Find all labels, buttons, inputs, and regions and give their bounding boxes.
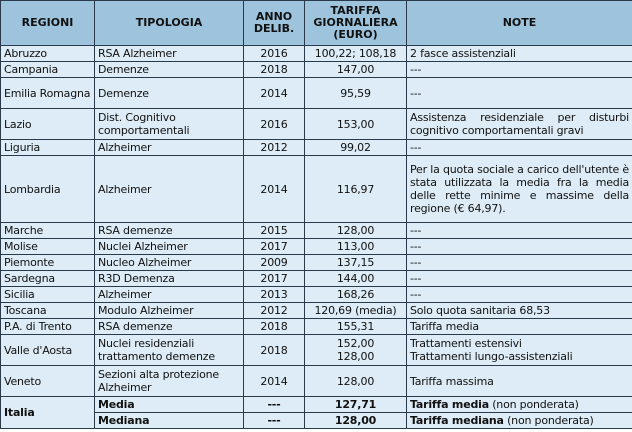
cell-note: --- bbox=[407, 62, 632, 78]
cell-rate: 168,26 bbox=[305, 287, 407, 303]
cell-region: Abruzzo bbox=[1, 46, 95, 62]
cell-year: 2009 bbox=[244, 255, 305, 271]
media-note-bold: Tariffa media bbox=[410, 398, 489, 411]
cell-summary-region: Italia bbox=[1, 397, 95, 429]
cell-year: 2015 bbox=[244, 223, 305, 239]
cell-mediana-note bbox=[407, 413, 632, 429]
cell-year: 2014 bbox=[244, 366, 305, 397]
cell-region: Lombardia bbox=[1, 156, 95, 223]
table-row bbox=[1, 46, 632, 62]
cell-media-rate: 127,71 bbox=[305, 397, 407, 413]
cell-region: Sardegna bbox=[1, 271, 95, 287]
cell-year: 2017 bbox=[244, 271, 305, 287]
cell-rate: 144,00 bbox=[305, 271, 407, 287]
cell-note: --- bbox=[407, 255, 632, 271]
cell-note: Trattamenti estensivi Trattamenti lungo-assistenziali bbox=[407, 335, 632, 366]
cell-rate: 155,31 bbox=[305, 319, 407, 335]
cell-type: Modulo Alzheimer bbox=[95, 303, 244, 319]
table-row bbox=[1, 156, 632, 223]
cell-note: --- bbox=[407, 239, 632, 255]
cell-rate: 137,15 bbox=[305, 255, 407, 271]
cell-region: Campania bbox=[1, 62, 95, 78]
cell-type: Demenze bbox=[95, 78, 244, 109]
mediana-note-bold: Tariffa mediana bbox=[410, 414, 504, 427]
header-row bbox=[1, 1, 632, 46]
cell-type: Alzheimer bbox=[95, 156, 244, 223]
cell-media-label: Media bbox=[95, 397, 244, 413]
summary-row-media bbox=[1, 397, 632, 413]
cell-type: Dist. Cognitivo comportamentali bbox=[95, 109, 244, 140]
cell-region: Lazio bbox=[1, 109, 95, 140]
cell-note: --- bbox=[407, 271, 632, 287]
cell-note: --- bbox=[407, 140, 632, 156]
cell-rate: 120,69 (media) bbox=[305, 303, 407, 319]
media-note-rest: (non ponderata) bbox=[488, 398, 579, 411]
cell-rate: 95,59 bbox=[305, 78, 407, 109]
cell-region: Valle d'Aosta bbox=[1, 335, 95, 366]
cell-type: Nuclei Alzheimer bbox=[95, 239, 244, 255]
cell-mediana-year: --- bbox=[244, 413, 305, 429]
cell-note: --- bbox=[407, 287, 632, 303]
cell-rate: 128,00 bbox=[305, 366, 407, 397]
cell-rate: 100,22; 108,18 bbox=[305, 46, 407, 62]
cell-type: R3D Demenza bbox=[95, 271, 244, 287]
cell-region: Marche bbox=[1, 223, 95, 239]
header-type: TIPOLOGIA bbox=[95, 1, 244, 46]
header-region: REGIONI bbox=[1, 1, 95, 46]
cell-mediana-label: Mediana bbox=[95, 413, 244, 429]
cell-rate: 116,97 bbox=[305, 156, 407, 223]
cell-year: 2013 bbox=[244, 287, 305, 303]
cell-year: 2016 bbox=[244, 109, 305, 140]
cell-year: 2016 bbox=[244, 46, 305, 62]
table-row bbox=[1, 239, 632, 255]
table-row bbox=[1, 366, 632, 397]
table-row bbox=[1, 335, 632, 366]
cell-region: Piemonte bbox=[1, 255, 95, 271]
cell-note: Assistenza residenziale per disturbi cognitivo comportamentali gravi bbox=[407, 109, 632, 140]
cell-rate: 113,00 bbox=[305, 239, 407, 255]
cell-year: 2018 bbox=[244, 62, 305, 78]
cell-rate: 128,00 bbox=[305, 223, 407, 239]
cell-note: --- bbox=[407, 223, 632, 239]
table-row bbox=[1, 255, 632, 271]
cell-type: Nucleo Alzheimer bbox=[95, 255, 244, 271]
cell-note: 2 fasce assistenziali bbox=[407, 46, 632, 62]
cell-year: 2012 bbox=[244, 303, 305, 319]
cell-year: 2018 bbox=[244, 335, 305, 366]
cell-type: RSA demenze bbox=[95, 319, 244, 335]
cell-region: Toscana bbox=[1, 303, 95, 319]
cell-year: 2018 bbox=[244, 319, 305, 335]
cell-region: Molise bbox=[1, 239, 95, 255]
cell-year: 2014 bbox=[244, 78, 305, 109]
cell-mediana-rate: 128,00 bbox=[305, 413, 407, 429]
header-notes: NOTE bbox=[407, 1, 632, 46]
cell-type: Sezioni alta protezione Alzheimer bbox=[95, 366, 244, 397]
cell-note: Tariffa massima bbox=[407, 366, 632, 397]
cell-type: RSA demenze bbox=[95, 223, 244, 239]
cell-media-year: --- bbox=[244, 397, 305, 413]
cell-rate: 99,02 bbox=[305, 140, 407, 156]
table-row bbox=[1, 223, 632, 239]
table-row bbox=[1, 303, 632, 319]
cell-region: Liguria bbox=[1, 140, 95, 156]
cell-note: Tariffa media bbox=[407, 319, 632, 335]
cell-year: 2012 bbox=[244, 140, 305, 156]
table-row bbox=[1, 140, 632, 156]
cell-type: Alzheimer bbox=[95, 287, 244, 303]
cell-note: Solo quota sanitaria 68,53 bbox=[407, 303, 632, 319]
cell-region: Veneto bbox=[1, 366, 95, 397]
table-row bbox=[1, 109, 632, 140]
table-row bbox=[1, 78, 632, 109]
cell-note: Per la quota sociale a carico dell'utente è stata utilizzata la media fra la media delle rette minime e massime della regione (€ 64,97). bbox=[407, 156, 632, 223]
cell-type: RSA Alzheimer bbox=[95, 46, 244, 62]
cell-note: --- bbox=[407, 78, 632, 109]
cell-type: Alzheimer bbox=[95, 140, 244, 156]
summary-row-mediana bbox=[1, 413, 632, 429]
cell-rate: 153,00 bbox=[305, 109, 407, 140]
cell-type: Demenze bbox=[95, 62, 244, 78]
header-year: ANNO DELIB. bbox=[244, 1, 305, 46]
cell-rate: 147,00 bbox=[305, 62, 407, 78]
table-row bbox=[1, 271, 632, 287]
table-row bbox=[1, 319, 632, 335]
cell-region: Emilia Romagna bbox=[1, 78, 95, 109]
header-rate: TARIFFA GIORNALIERA (EURO) bbox=[305, 1, 407, 46]
table-row bbox=[1, 62, 632, 78]
cell-region: Sicilia bbox=[1, 287, 95, 303]
cell-region: P.A. di Trento bbox=[1, 319, 95, 335]
cell-rate: 152,00 128,00 bbox=[305, 335, 407, 366]
cell-media-note bbox=[407, 397, 632, 413]
mediana-note-rest: (non ponderata) bbox=[503, 414, 594, 427]
cell-year: 2017 bbox=[244, 239, 305, 255]
cell-type: Nuclei residenziali trattamento demenze bbox=[95, 335, 244, 366]
table-row bbox=[1, 287, 632, 303]
cell-year: 2014 bbox=[244, 156, 305, 223]
